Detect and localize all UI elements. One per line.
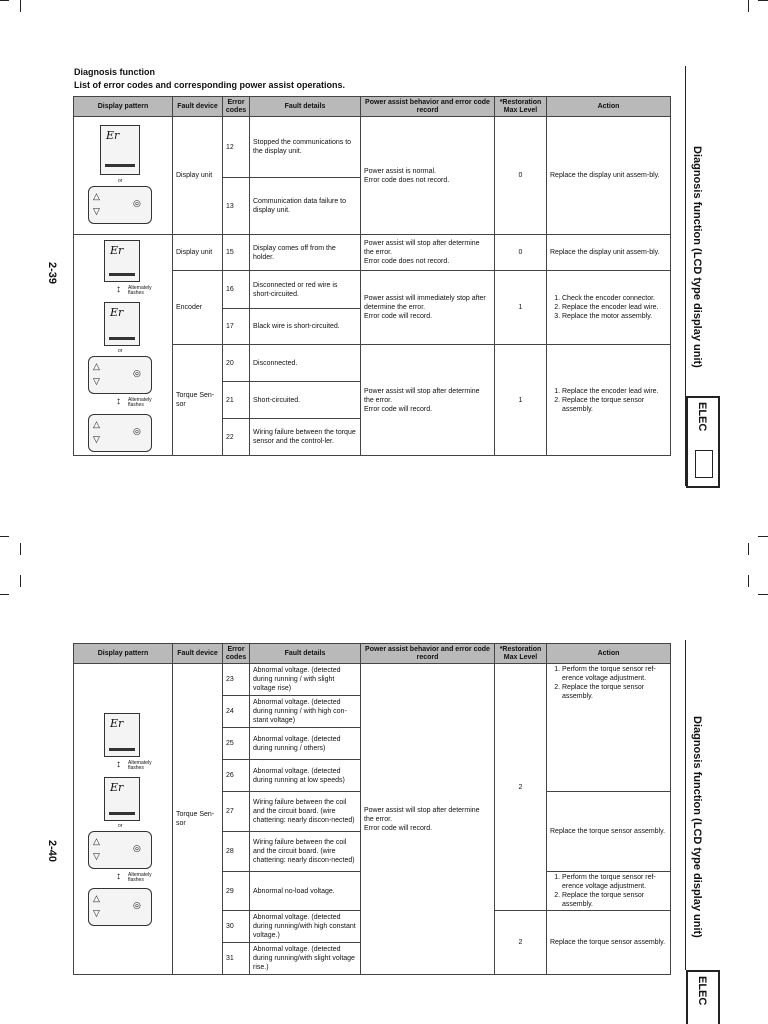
action-step: 1. Replace the encoder lead wire. (562, 387, 667, 396)
error-code: 24 (223, 696, 250, 728)
control-pad-icon (88, 888, 152, 926)
fault-detail: Wiring failure between the coil and the circuit board. (wire chattering: nearly discon-nected) (250, 792, 361, 832)
section-subheading: List of error codes and corresponding power assist operations. (74, 80, 346, 90)
behavior: Power assist will stop after determine the error. Error code will record. (361, 345, 495, 456)
action-step: 3. Replace the motor assembly. (562, 312, 667, 321)
elec-tag (686, 396, 720, 488)
up-arrow-icon: △ (93, 361, 100, 371)
error-code-glyph: Er (106, 129, 120, 142)
col-behavior: Power assist behavior and error code record (361, 97, 495, 117)
error-code-glyph: Er (110, 244, 124, 257)
fault-detail: Black wire is short-circuited. (250, 309, 361, 345)
behavior: Power assist will stop after determine the error. Error code does not record. (361, 235, 495, 271)
action-step: 2. Replace the torque sensor assembly. (562, 396, 667, 414)
power-icon: ◎ (133, 198, 141, 208)
error-code: 16 (223, 271, 250, 309)
action: Replace the display unit assem-bly. (547, 235, 671, 271)
col-fault-details: Fault details (250, 97, 361, 117)
up-arrow-icon: △ (93, 893, 100, 903)
side-title: Diagnosis function (LCD type display unit) (691, 146, 703, 368)
error-code: 29 (223, 872, 250, 911)
fault-detail: Abnormal voltage. (detected during running at low speeds) (250, 760, 361, 792)
restoration-level: 2 (495, 664, 547, 911)
behavior: Power assist will immediately stop after determine the error. Error code will record. (361, 271, 495, 345)
col-error-codes: Error codes (223, 97, 250, 117)
error-code: 23 (223, 664, 250, 696)
up-down-arrow-icon: ↕ (116, 284, 121, 295)
fault-device: Torque Sen-sor (173, 664, 223, 975)
action-step: 2. Replace the encoder lead wire. (562, 303, 667, 312)
power-icon: ◎ (133, 426, 141, 436)
elec-label: ELEC (696, 976, 708, 1006)
fault-detail: Abnormal voltage. (detected during running / with high con-stant voltage) (250, 696, 361, 728)
col-error-codes: Error codes (223, 644, 250, 664)
col-restoration: *Restoration Max Level (495, 97, 547, 117)
control-pad-icon (88, 831, 152, 869)
fault-detail: Abnormal voltage. (detected during running / with slight voltage rise) (250, 664, 361, 696)
action (547, 664, 671, 792)
restoration-level: 2 (495, 911, 547, 975)
action-step: 1. Perform the torque sensor ref-erence voltage adjustment. (562, 873, 667, 891)
error-code: 20 (223, 345, 250, 382)
up-down-arrow-icon: ↕ (116, 871, 121, 882)
down-arrow-icon: ▽ (93, 851, 100, 861)
alternately-flashes-label: Alternately flashes (128, 397, 152, 408)
power-icon: ◎ (133, 843, 141, 853)
error-code-table-1 (73, 96, 671, 456)
power-icon: ◎ (133, 900, 141, 910)
table-row (74, 117, 671, 178)
action (547, 872, 671, 911)
error-code-glyph: Er (110, 306, 124, 319)
error-code: 12 (223, 117, 250, 178)
battery-icon (695, 450, 713, 478)
alternately-flashes-label: Alternately flashes (128, 285, 152, 296)
fault-detail: Communication data failure to display unit. (250, 178, 361, 235)
col-fault-details: Fault details (250, 644, 361, 664)
fault-detail: Wiring failure between the torque sensor and the control-ler. (250, 419, 361, 456)
col-behavior: Power assist behavior and error code record (361, 644, 495, 664)
error-code-glyph: Er (110, 781, 124, 794)
page-number: 2-40 (46, 840, 58, 863)
or-label: or (118, 178, 123, 184)
col-action: Action (547, 97, 671, 117)
fault-device: Display unit (173, 235, 223, 271)
down-arrow-icon: ▽ (93, 206, 100, 216)
action: Replace the torque sensor assembly. (547, 911, 671, 975)
action (547, 345, 671, 456)
col-action: Action (547, 644, 671, 664)
restoration-level: 0 (495, 235, 547, 271)
control-pad-icon (88, 186, 152, 224)
behavior: Power assist is normal. Error code does not record. (361, 117, 495, 235)
error-code: 26 (223, 760, 250, 792)
action-step: 1. Perform the torque sensor ref-erence voltage adjustment. (562, 665, 667, 683)
power-icon: ◎ (133, 368, 141, 378)
alternately-flashes-label: Alternately flashes (128, 760, 152, 771)
error-code: 21 (223, 382, 250, 419)
fault-detail: Stopped the communications to the display unit. (250, 117, 361, 178)
alternately-flashes-label: Alternately flashes (128, 872, 152, 883)
fault-detail: Abnormal voltage. (detected during running/with high constant voltage.) (250, 911, 361, 943)
error-code: 25 (223, 728, 250, 760)
error-code-glyph: Er (110, 717, 124, 730)
error-code: 17 (223, 309, 250, 345)
down-arrow-icon: ▽ (93, 376, 100, 386)
fault-detail: Abnormal voltage. (detected during running/with slight voltage rise.) (250, 943, 361, 975)
table-header-row (74, 97, 671, 117)
col-fault-device: Fault device (173, 644, 223, 664)
error-code: 13 (223, 178, 250, 235)
fault-detail: Abnormal voltage. (detected during running / others) (250, 728, 361, 760)
section-heading: Diagnosis function (74, 67, 155, 77)
error-code: 28 (223, 832, 250, 872)
fault-detail: Wiring failure between the coil and the circuit board. (wire chattering: nearly discon-nected) (250, 832, 361, 872)
action-step: 1. Check the encoder connector. (562, 294, 667, 303)
fault-detail: Abnormal no-load voltage. (250, 872, 361, 911)
lcd-display-icon (104, 302, 140, 346)
error-code: 27 (223, 792, 250, 832)
elec-tag (686, 970, 720, 1024)
lcd-display-icon (104, 777, 140, 821)
lcd-display-icon (100, 125, 140, 175)
up-down-arrow-icon: ↕ (116, 396, 121, 407)
action-step: 2. Replace the torque sensor assembly. (562, 683, 667, 701)
table-header-row (74, 644, 671, 664)
col-fault-device: Fault device (173, 97, 223, 117)
error-code-table-2 (73, 643, 671, 975)
col-display-pattern: Display pattern (74, 97, 173, 117)
action: Replace the torque sensor assembly. (547, 792, 671, 872)
restoration-level: 1 (495, 345, 547, 456)
fault-device: Torque Sen-sor (173, 345, 223, 456)
up-down-arrow-icon: ↕ (116, 759, 121, 770)
error-code: 31 (223, 943, 250, 975)
fault-detail: Display comes off from the holder. (250, 235, 361, 271)
restoration-level: 1 (495, 271, 547, 345)
action-step: 2. Replace the torque sensor assembly. (562, 891, 667, 909)
lcd-display-icon (104, 713, 140, 757)
or-label: or (118, 823, 123, 829)
error-code: 15 (223, 235, 250, 271)
fault-device: Encoder (173, 271, 223, 345)
fault-device: Display unit (173, 117, 223, 235)
up-arrow-icon: △ (93, 191, 100, 201)
error-code: 22 (223, 419, 250, 456)
table-row (74, 664, 671, 696)
error-code: 30 (223, 911, 250, 943)
action: Replace the display unit assem-bly. (547, 117, 671, 235)
or-label: or (118, 348, 123, 354)
lcd-display-icon (104, 240, 140, 282)
down-arrow-icon: ▽ (93, 434, 100, 444)
fault-detail: Disconnected or red wire is short-circuited. (250, 271, 361, 309)
down-arrow-icon: ▽ (93, 908, 100, 918)
page-number: 2-39 (46, 262, 58, 285)
fault-detail: Short-circuited. (250, 382, 361, 419)
side-title: Diagnosis function (LCD type display unit) (691, 716, 703, 938)
up-arrow-icon: △ (93, 836, 100, 846)
col-display-pattern: Display pattern (74, 644, 173, 664)
action (547, 271, 671, 345)
control-pad-icon (88, 356, 152, 394)
restoration-level: 0 (495, 117, 547, 235)
fault-detail: Disconnected. (250, 345, 361, 382)
col-restoration: *Restoration Max Level (495, 644, 547, 664)
up-arrow-icon: △ (93, 419, 100, 429)
behavior: Power assist will stop after determine the error. Error code will record. (361, 664, 495, 975)
elec-label: ELEC (696, 402, 708, 432)
control-pad-icon (88, 414, 152, 452)
table-row (74, 235, 671, 271)
